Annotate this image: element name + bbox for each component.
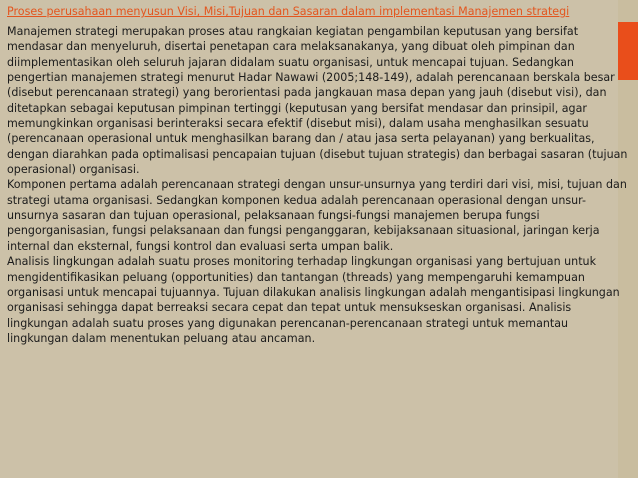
paragraph-environment-analysis: Analisis lingkungan adalah suatu proses monitoring terhadap lingkungan organisasi yang bertujuan untuk mengidentifikasikan peluang (opportunities) dan tantangan (threads) yang mempengaruhi kemampuan organisasi untuk mencapai tujuannya. Tujuan dilakukan analisis lingkungan adalah mengantisipasi lingkungan organisasi sehingga dapat berreaksi secara cepat dan tepat untuk mensukseskan organisasi. Analisis lingkungan adalah suatu proses yang digunakan perencanan-perencanaan strategi untuk memantau lingkungan dalam menentukan peluang atau ancaman. xyxy=(7,255,620,345)
paragraph-components: Komponen pertama adalah perencanaan strategi dengan unsur-unsurnya yang terdiri dari visi, misi, tujuan dan strategi utama organisasi. Sedangkan komponen kedua adalah perencanaan operasional dengan unsur-unsurnya sasaran dan tujuan operasional, pelaksanaan fungsi-fungsi manajemen berupa fungsi pengorganisasian, fungsi pelaksanaan dan fungsi penganggaran, kebijaksanaan situasional, jaringan kerja internal dan eksternal, fungsi kontrol dan evaluasi serta umpan balik. xyxy=(7,178,627,253)
slide-title: Proses perusahaan menyusun Visi, Misi,Tujuan dan Sasaran dalam implementasi Manajemen strategi xyxy=(7,5,570,18)
paragraph-definition: Manajemen strategi merupakan proses atau rangkaian kegiatan pengambilan keputusan yang bersifat mendasar dan menyeluruh, disertai penetapan cara melaksanakanya, yang dibuat oleh pimpinan dan diimplementasikan oleh seluruh jajaran didalam suatu organisasi, untuk mencapai tujuan. Sedangkan pengertian manajemen strategi menurut Hadar Nawawi (2005;148-149), adalah perencanaan berskala besar (disebut perencanaan strategi) yang berorientasi pada jangkauan masa depan yang jauh (disebut visi), dan ditetapkan sebagai keputusan pimpinan tertinggi (keputusan yang bersifat mendasar dan prinsipil, agar memungkinkan organisasi berinteraksi secara efektif (disebut misi), dalam usaha menghasilkan sesuatu (perencanaan operasional untuk menghasilkan barang dan / atau jasa serta pelayanan) yang berkualitas, dengan diarahkan pada optimalisasi pencapaian tujuan (disebut tujuan strategis) dan berbagai sasaran (tujuan operasional) organisasi. xyxy=(7,25,628,177)
slide-content xyxy=(7,4,631,346)
